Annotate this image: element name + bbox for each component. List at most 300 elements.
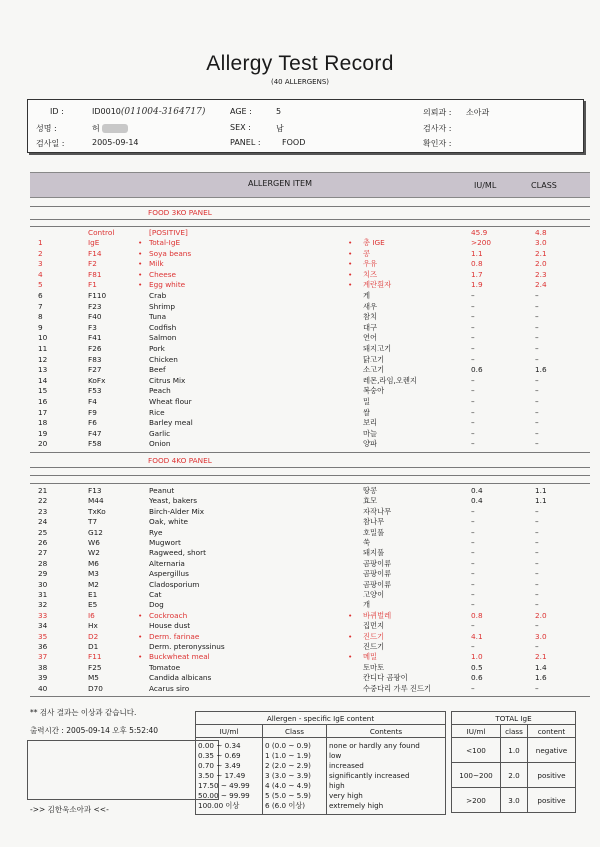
class-value: –: [535, 569, 539, 579]
allergen-number: 9: [38, 322, 43, 332]
ige-cell: 2 (2.0 ~ 2.9): [265, 761, 311, 770]
allergen-name-en: Crab: [149, 291, 167, 300]
allergen-name-ko: 땅콩: [363, 486, 378, 495]
allergen-code: F14: [88, 248, 102, 258]
allergen-number: 23: [38, 506, 48, 516]
ige-cell: very high: [329, 791, 363, 800]
allergen-name-en: Candida albicans: [149, 673, 212, 683]
name-value: 허: [92, 123, 128, 134]
allergen-row: [30, 569, 590, 579]
iu-value: –: [471, 344, 475, 353]
iu-value: –: [471, 600, 475, 610]
ige-cell: 17.50 ~ 49.99: [198, 781, 250, 790]
ige-col-contents: Contents: [327, 725, 446, 738]
ige-cell: 0 (0.0 ~ 0.9): [265, 741, 311, 750]
allergen-number: 8: [38, 312, 43, 322]
allergen-name-ko: 곰팡이류: [363, 569, 392, 579]
class-value: –: [535, 428, 539, 438]
allergen-code: F58: [88, 439, 102, 449]
allergen-number: 31: [38, 590, 48, 599]
class-value: –: [535, 538, 539, 547]
allergen-code: F25: [88, 662, 102, 672]
allergen-number: 25: [38, 527, 48, 537]
divider: [30, 226, 590, 227]
iu-value: –: [471, 569, 475, 579]
bullet-mark: •: [348, 280, 353, 290]
ige-cell: 3.50 ~ 17.49: [198, 771, 246, 780]
allergen-row: [30, 355, 590, 365]
allergen-name-ko: 개: [363, 600, 371, 610]
allergen-name-en: Mugwort: [149, 538, 181, 547]
class-value: –: [535, 301, 539, 311]
divider: [30, 206, 590, 207]
iu-value: –: [471, 418, 475, 428]
date-value: 2005-09-14: [92, 138, 139, 147]
allergen-name-en: Yeast, bakers: [149, 496, 198, 506]
allergen-row: [30, 291, 590, 301]
allergen-name-en: Milk: [149, 259, 164, 269]
allergen-name-ko: 새우: [363, 301, 378, 311]
allergen-row: [30, 652, 590, 662]
allergen-number: 24: [38, 517, 48, 527]
iu-value: –: [471, 301, 475, 311]
allergen-row: [30, 496, 590, 506]
allergen-name-ko: 밀: [363, 397, 371, 406]
allergen-code: D2: [88, 631, 99, 641]
iu-value: –: [471, 642, 475, 651]
allergen-number: 15: [38, 386, 48, 396]
allergen-number: 22: [38, 496, 48, 506]
allergen-number: 16: [38, 397, 48, 406]
dept-value: 소아과: [466, 108, 490, 117]
allergen-name-ko: 계란흰자: [363, 280, 392, 290]
allergen-number: 17: [38, 407, 48, 417]
allergen-name-ko: 바퀴벌레: [363, 610, 392, 620]
age-label: AGE :: [230, 107, 252, 116]
allergen-row: [30, 507, 590, 517]
id-value: ID0010(011004-3164717): [92, 107, 206, 117]
divider: [30, 467, 590, 468]
class-value: –: [535, 354, 539, 364]
allergen-number: 39: [38, 673, 48, 683]
allergen-name-en: Tomatoe: [149, 662, 181, 672]
allergen-name-en: Cat: [149, 590, 162, 599]
iu-value: –: [471, 558, 475, 568]
allergen-name-en: Peach: [149, 386, 171, 396]
allergen-number: 26: [38, 538, 48, 547]
allergen-name-ko: 게: [363, 291, 371, 300]
sex-label: SEX :: [230, 123, 251, 132]
ige-cell: 50.00 ~ 99.99: [198, 791, 250, 800]
class-value: 1.6: [535, 365, 547, 375]
bullet-mark: •: [138, 259, 143, 269]
class-value: 4.8: [535, 228, 547, 237]
allergen-row: [30, 429, 590, 439]
allergen-code: D70: [88, 683, 103, 693]
allergen-number: 29: [38, 569, 48, 579]
class-value: 2.3: [535, 269, 547, 279]
bullet-mark: •: [138, 280, 143, 290]
allergen-row: [30, 238, 590, 248]
iu-value: –: [471, 428, 475, 438]
allergen-name-ko: 참나무: [363, 517, 385, 527]
ige-cell: 0.70 ~ 3.49: [198, 761, 241, 770]
allergen-code: M44: [88, 496, 104, 506]
allergen-name-en: Chicken: [149, 354, 178, 364]
allergen-name-en: Soya beans: [149, 248, 192, 258]
allergen-name-ko: 연어: [363, 333, 378, 343]
class-value: –: [535, 642, 539, 651]
total-cell: >200: [452, 788, 501, 813]
allergen-name-ko: 수중다리 가루 진드기: [363, 683, 432, 693]
ige-cell: 4 (4.0 ~ 4.9): [265, 781, 311, 790]
allergen-name-ko: 마늘: [363, 428, 378, 438]
allergen-code: Hx: [88, 621, 98, 631]
allergen-number: 10: [38, 333, 48, 343]
allergen-code: F110: [88, 291, 107, 300]
allergen-name-en: Alternaria: [149, 558, 185, 568]
iu-value: –: [471, 590, 475, 599]
class-value: –: [535, 683, 539, 693]
report-subtitle: (40 ALLERGENS): [271, 78, 329, 86]
allergen-row: [30, 344, 590, 354]
allergen-number: 30: [38, 579, 48, 589]
allergen-name-ko: 돼지풀: [363, 548, 385, 558]
allergen-number: 21: [38, 486, 48, 495]
print-time: 출력시간 : 2005-09-14 오후 5:52:40: [30, 726, 159, 735]
table-header-band: [30, 172, 590, 198]
allergen-row: [30, 486, 590, 496]
clinic-signature: ->> 김한욱소아과 <<-: [30, 805, 109, 814]
allergen-name-en: Codfish: [149, 322, 177, 332]
ige-table-title: Allergen - specific IgE content: [196, 712, 446, 725]
allergen-row: [30, 280, 590, 290]
allergen-number: 5: [38, 280, 43, 290]
iu-value: –: [471, 386, 475, 396]
iu-value: 0.5: [471, 662, 483, 672]
allergen-code: F9: [88, 407, 97, 417]
iu-value: >200: [471, 238, 492, 247]
total-cell: 3.0: [501, 788, 528, 813]
iu-value: 0.6: [471, 673, 483, 683]
iu-value: –: [471, 538, 475, 547]
allergen-name-en: Aspergillus: [149, 569, 189, 579]
allergen-name-ko: 치즈: [363, 269, 378, 279]
class-value: –: [535, 333, 539, 343]
allergen-name-ko: 우유: [363, 259, 378, 269]
allergen-row: [30, 611, 590, 621]
iu-value: –: [471, 517, 475, 527]
total-row: [452, 788, 576, 813]
allergen-name-ko: 메밀: [363, 652, 378, 662]
iu-value: –: [471, 506, 475, 516]
confirm-label: 확인자 :: [423, 139, 452, 148]
allergen-row: [30, 418, 590, 428]
allergen-code: M5: [88, 673, 99, 683]
allergen-code: E1: [88, 590, 98, 599]
allergen-name-en: [POSITIVE]: [149, 228, 188, 237]
allergen-number: 12: [38, 354, 48, 364]
allergen-number: 38: [38, 662, 48, 672]
class-value: –: [535, 621, 539, 631]
iu-value: 45.9: [471, 228, 488, 237]
allergen-row: [30, 673, 590, 683]
allergen-code: F26: [88, 344, 102, 353]
total-row: [452, 738, 576, 763]
class-value: –: [535, 527, 539, 537]
allergen-name-en: Egg white: [149, 280, 186, 290]
redaction-blur: [102, 124, 128, 133]
allergen-row: [30, 408, 590, 418]
allergen-name-en: Onion: [149, 439, 171, 449]
iu-value: –: [471, 322, 475, 332]
class-value: –: [535, 439, 539, 449]
class-value: 2.0: [535, 259, 547, 269]
allergen-name-en: Cockroach: [149, 610, 188, 620]
class-value: 1.1: [535, 496, 547, 506]
allergen-number: 28: [38, 558, 48, 568]
bullet-mark: •: [138, 269, 143, 279]
iu-value: –: [471, 291, 475, 300]
class-value: 3.0: [535, 631, 547, 641]
class-value: –: [535, 344, 539, 353]
allergen-name-en: Beef: [149, 365, 166, 375]
header-iu: IU/ML: [474, 181, 497, 190]
total-cell: 2.0: [501, 763, 528, 788]
allergen-number: 34: [38, 621, 48, 631]
ige-cell: high: [329, 781, 345, 790]
allergen-name-ko: 호밀풀: [363, 527, 385, 537]
class-value: –: [535, 558, 539, 568]
allergen-name-en: Shrimp: [149, 301, 176, 311]
panel-value: FOOD: [282, 138, 306, 147]
class-value: –: [535, 600, 539, 610]
ige-cell: 3 (3.0 ~ 3.9): [265, 771, 311, 780]
allergen-code: F81: [88, 269, 102, 279]
iu-value: 1.9: [471, 280, 483, 290]
iu-value: –: [471, 548, 475, 558]
allergen-name-ko: 양파: [363, 439, 378, 449]
allergen-code: M3: [88, 569, 99, 579]
ige-cell: 0.35 ~ 0.69: [198, 751, 241, 760]
class-value: 2.1: [535, 652, 547, 662]
allergen-number: 6: [38, 291, 43, 300]
allergen-name-en: House dust: [149, 621, 191, 631]
allergen-name-ko: 곰팡이류: [363, 579, 392, 589]
date-label: 검사일 :: [36, 139, 65, 148]
allergen-row: [30, 517, 590, 527]
bullet-mark: •: [138, 631, 143, 641]
allergen-number: 3: [38, 259, 43, 269]
ige-cell: low: [329, 751, 342, 760]
class-value: –: [535, 386, 539, 396]
panel-title-3ko: FOOD 3KO PANEL: [148, 208, 212, 217]
allergen-number: 7: [38, 301, 43, 311]
allergen-name-en: Rice: [149, 407, 165, 417]
allergen-row: [30, 548, 590, 558]
allergen-name-ko: 돼지고기: [363, 344, 392, 353]
allergen-code: F6: [88, 418, 97, 428]
allergen-code: TxKo: [88, 506, 106, 516]
header-class: CLASS: [531, 181, 557, 190]
allergen-row: [30, 259, 590, 269]
allergen-number: 18: [38, 418, 48, 428]
allergen-number: 4: [38, 269, 43, 279]
iu-value: 1.0: [471, 652, 483, 662]
total-cell: negative: [528, 738, 576, 763]
allergen-code: F11: [88, 652, 102, 662]
allergen-row: [30, 333, 590, 343]
iu-value: 0.8: [471, 259, 483, 269]
total-col-class: class: [501, 725, 528, 738]
allergen-row: [30, 270, 590, 280]
divider: [30, 483, 590, 484]
total-cell: 1.0: [501, 738, 528, 763]
divider: [30, 219, 590, 220]
ige-cell: increased: [329, 761, 364, 770]
allergen-row: [30, 386, 590, 396]
allergen-name-en: Garlic: [149, 428, 171, 438]
ige-col-iu: IU/ml: [196, 725, 263, 738]
bullet-mark: •: [138, 238, 143, 247]
allergen-number: 11: [38, 344, 48, 353]
allergen-number: 14: [38, 375, 48, 385]
ige-cell: 5 (5.0 ~ 5.9): [265, 791, 311, 800]
allergen-row: [30, 302, 590, 312]
class-value: –: [535, 579, 539, 589]
allergen-number: 32: [38, 600, 48, 610]
allergen-name-en: Peanut: [149, 486, 175, 495]
allergen-name-en: Cladosporium: [149, 579, 200, 589]
allergen-name-en: Buckwheat meal: [149, 652, 210, 662]
allergen-name-ko: 콩: [363, 248, 371, 258]
allergen-name-en: Total-IgE: [149, 238, 181, 247]
allergen-name-ko: 닭고기: [363, 354, 385, 364]
iu-value: –: [471, 397, 475, 406]
class-value: –: [535, 322, 539, 332]
class-value: –: [535, 506, 539, 516]
ige-cell: extremely high: [329, 801, 384, 810]
allergen-row: [30, 397, 590, 407]
bullet-mark: •: [348, 259, 353, 269]
allergen-row: [30, 312, 590, 322]
allergen-name-en: Oak, white: [149, 517, 189, 527]
allergen-name-ko: 소고기: [363, 365, 385, 375]
allergen-name-en: Wheat flour: [149, 397, 192, 406]
tester-label: 검사자 :: [423, 124, 452, 133]
allergen-name-en: Tuna: [149, 312, 167, 322]
ige-cell: 1 (1.0 ~ 1.9): [265, 751, 311, 760]
allergen-number: 37: [38, 652, 48, 662]
dept-label: 의뢰과 :: [423, 108, 452, 117]
allergen-row: [30, 528, 590, 538]
class-value: 2.1: [535, 248, 547, 258]
allergen-row: [30, 621, 590, 631]
allergen-number: 40: [38, 683, 48, 693]
allergen-code: T7: [88, 517, 98, 527]
allergen-name-ko: 대구: [363, 322, 378, 332]
class-value: –: [535, 590, 539, 599]
ige-cell: 6 (6.0 이상): [265, 801, 306, 810]
allergen-name-en: Barley meal: [149, 418, 193, 428]
total-col-content: content: [528, 725, 576, 738]
ige-cell: none or hardly any found: [329, 741, 420, 750]
class-value: 1.6: [535, 673, 547, 683]
allergen-number: 1: [38, 238, 43, 247]
ige-cell: 0.00 ~ 0.34: [198, 741, 241, 750]
bullet-mark: •: [348, 652, 353, 662]
allergen-code: F13: [88, 486, 102, 495]
bullet-mark: •: [348, 238, 353, 247]
allergen-code: F40: [88, 312, 102, 322]
allergen-name-ko: 레몬,라임,오렌지: [363, 375, 417, 385]
allergen-name-en: Acarus siro: [149, 683, 190, 693]
allergen-name-ko: 진드기: [363, 631, 385, 641]
ige-col-class: Class: [263, 725, 327, 738]
allergen-code: F47: [88, 428, 102, 438]
iu-value: 0.4: [471, 486, 483, 495]
allergen-row: [30, 600, 590, 610]
allergen-number: 19: [38, 428, 48, 438]
allergen-name-ko: 집먼지: [363, 621, 385, 631]
iu-value: –: [471, 354, 475, 364]
allergen-number: 35: [38, 631, 48, 641]
allergen-code: F2: [88, 259, 97, 269]
iu-value: 1.7: [471, 269, 483, 279]
allergen-name-en: Birch-Alder Mix: [149, 506, 205, 516]
allergen-name-ko: 보리: [363, 418, 378, 428]
allergen-code: F4: [88, 397, 97, 406]
iu-value: 1.1: [471, 248, 483, 258]
allergen-code: M6: [88, 558, 99, 568]
iu-value: –: [471, 333, 475, 343]
allergen-row: [30, 642, 590, 652]
allergen-row: [30, 249, 590, 259]
allergen-row: [30, 323, 590, 333]
class-value: –: [535, 312, 539, 322]
name-label: 성명 :: [36, 124, 57, 133]
iu-value: –: [471, 527, 475, 537]
allergen-row: [30, 439, 590, 449]
ige-cell: 100.00 이상: [198, 801, 240, 810]
total-table-title: TOTAL IgE: [452, 712, 576, 725]
allergen-code: W6: [88, 538, 100, 547]
allergen-code: F1: [88, 280, 97, 290]
class-value: 1.1: [535, 486, 547, 495]
id-label: ID :: [50, 107, 64, 116]
allergen-name-ko: 효모: [363, 496, 378, 506]
panel-label: PANEL :: [230, 138, 261, 147]
bullet-mark: •: [138, 652, 143, 662]
total-cell: positive: [528, 763, 576, 788]
allergen-name-en: Derm. farinae: [149, 631, 200, 641]
class-value: –: [535, 291, 539, 300]
divider: [30, 475, 590, 476]
allergen-name-ko: 복숭아: [363, 386, 385, 396]
iu-value: 4.1: [471, 631, 483, 641]
iu-value: –: [471, 621, 475, 631]
class-value: 2.4: [535, 280, 547, 290]
allergen-code: F3: [88, 322, 97, 332]
allergen-name-ko: 칸디다 곰팡이: [363, 673, 408, 683]
class-value: –: [535, 397, 539, 406]
allergen-name-en: Rye: [149, 527, 163, 537]
bullet-mark: •: [348, 248, 353, 258]
class-value: 1.4: [535, 662, 547, 672]
allergen-row: [30, 663, 590, 673]
allergen-name-en: Derm. pteronyssinus: [149, 642, 225, 651]
allergen-number: 2: [38, 248, 43, 258]
